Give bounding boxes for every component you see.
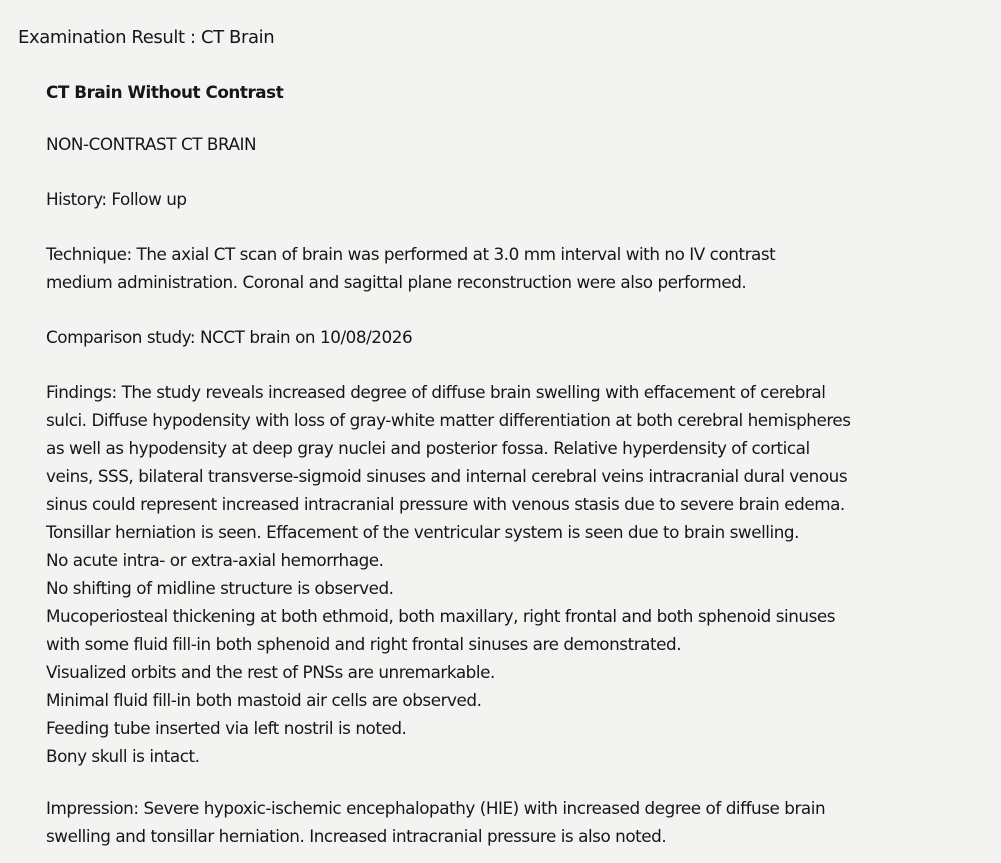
findings-line: Minimal fluid fill-in both mastoid air cells are observed. [46, 690, 482, 710]
report-content [46, 78, 991, 850]
history-line: History: Follow up [46, 189, 187, 209]
technique-line: Technique: The axial CT scan of brain was performed at 3.0 mm interval with no IV contrast [46, 244, 776, 264]
findings-line: Bony skull is intact. [46, 746, 200, 766]
examination-result-label: Examination Result : [18, 27, 196, 48]
technique-section [46, 240, 991, 296]
findings-line: as well as hypodensity at deep gray nuclei and posterior fossa. Relative hyperdensity of cortical [46, 438, 810, 458]
findings-line: No acute intra- or extra-axial hemorrhage. [46, 550, 384, 570]
impression-line: swelling and tonsillar herniation. Increased intracranial pressure is also noted. [46, 826, 667, 846]
findings-line: Feeding tube inserted via left nostril is noted. [46, 718, 407, 738]
findings-section [46, 378, 991, 770]
findings-line: Visualized orbits and the rest of PNSs are unremarkable. [46, 662, 495, 682]
findings-line: Findings: The study reveals increased degree of diffuse brain swelling with effacement of cerebral [46, 382, 826, 402]
findings-line: sinus could represent increased intracranial pressure with venous stasis due to severe brain edema. [46, 494, 845, 514]
findings-line: No shifting of midline structure is observed. [46, 578, 394, 598]
findings-line: veins, SSS, bilateral transverse-sigmoid sinuses and internal cerebral veins intracranial dural venous [46, 466, 848, 486]
comparison-line: Comparison study: NCCT brain on 10/08/2026 [46, 327, 413, 347]
findings-line: sulci. Diffuse hypodensity with loss of gray-white matter differentiation at both cerebral hemispheres [46, 410, 851, 430]
findings-line: Tonsillar herniation is seen. Effacement of the ventricular system is seen due to brain swelling. [46, 522, 799, 542]
impression-section [46, 794, 991, 850]
report-subtitle: NON-CONTRAST CT BRAIN [46, 134, 257, 154]
technique-line: medium administration. Coronal and sagittal plane reconstruction were also performed. [46, 272, 747, 292]
findings-line: Mucoperiosteal thickening at both ethmoid, both maxillary, right frontal and both sphenoid sinuses [46, 606, 836, 626]
examination-result-value: CT Brain [200, 27, 275, 48]
examination-result-heading [18, 27, 274, 48]
findings-line: with some fluid fill-in both sphenoid and right frontal sinuses are demonstrated. [46, 634, 682, 654]
report-title: CT Brain Without Contrast [46, 82, 284, 102]
impression-line: Impression: Severe hypoxic-ischemic encephalopathy (HIE) with increased degree of diffuse brain [46, 798, 826, 818]
